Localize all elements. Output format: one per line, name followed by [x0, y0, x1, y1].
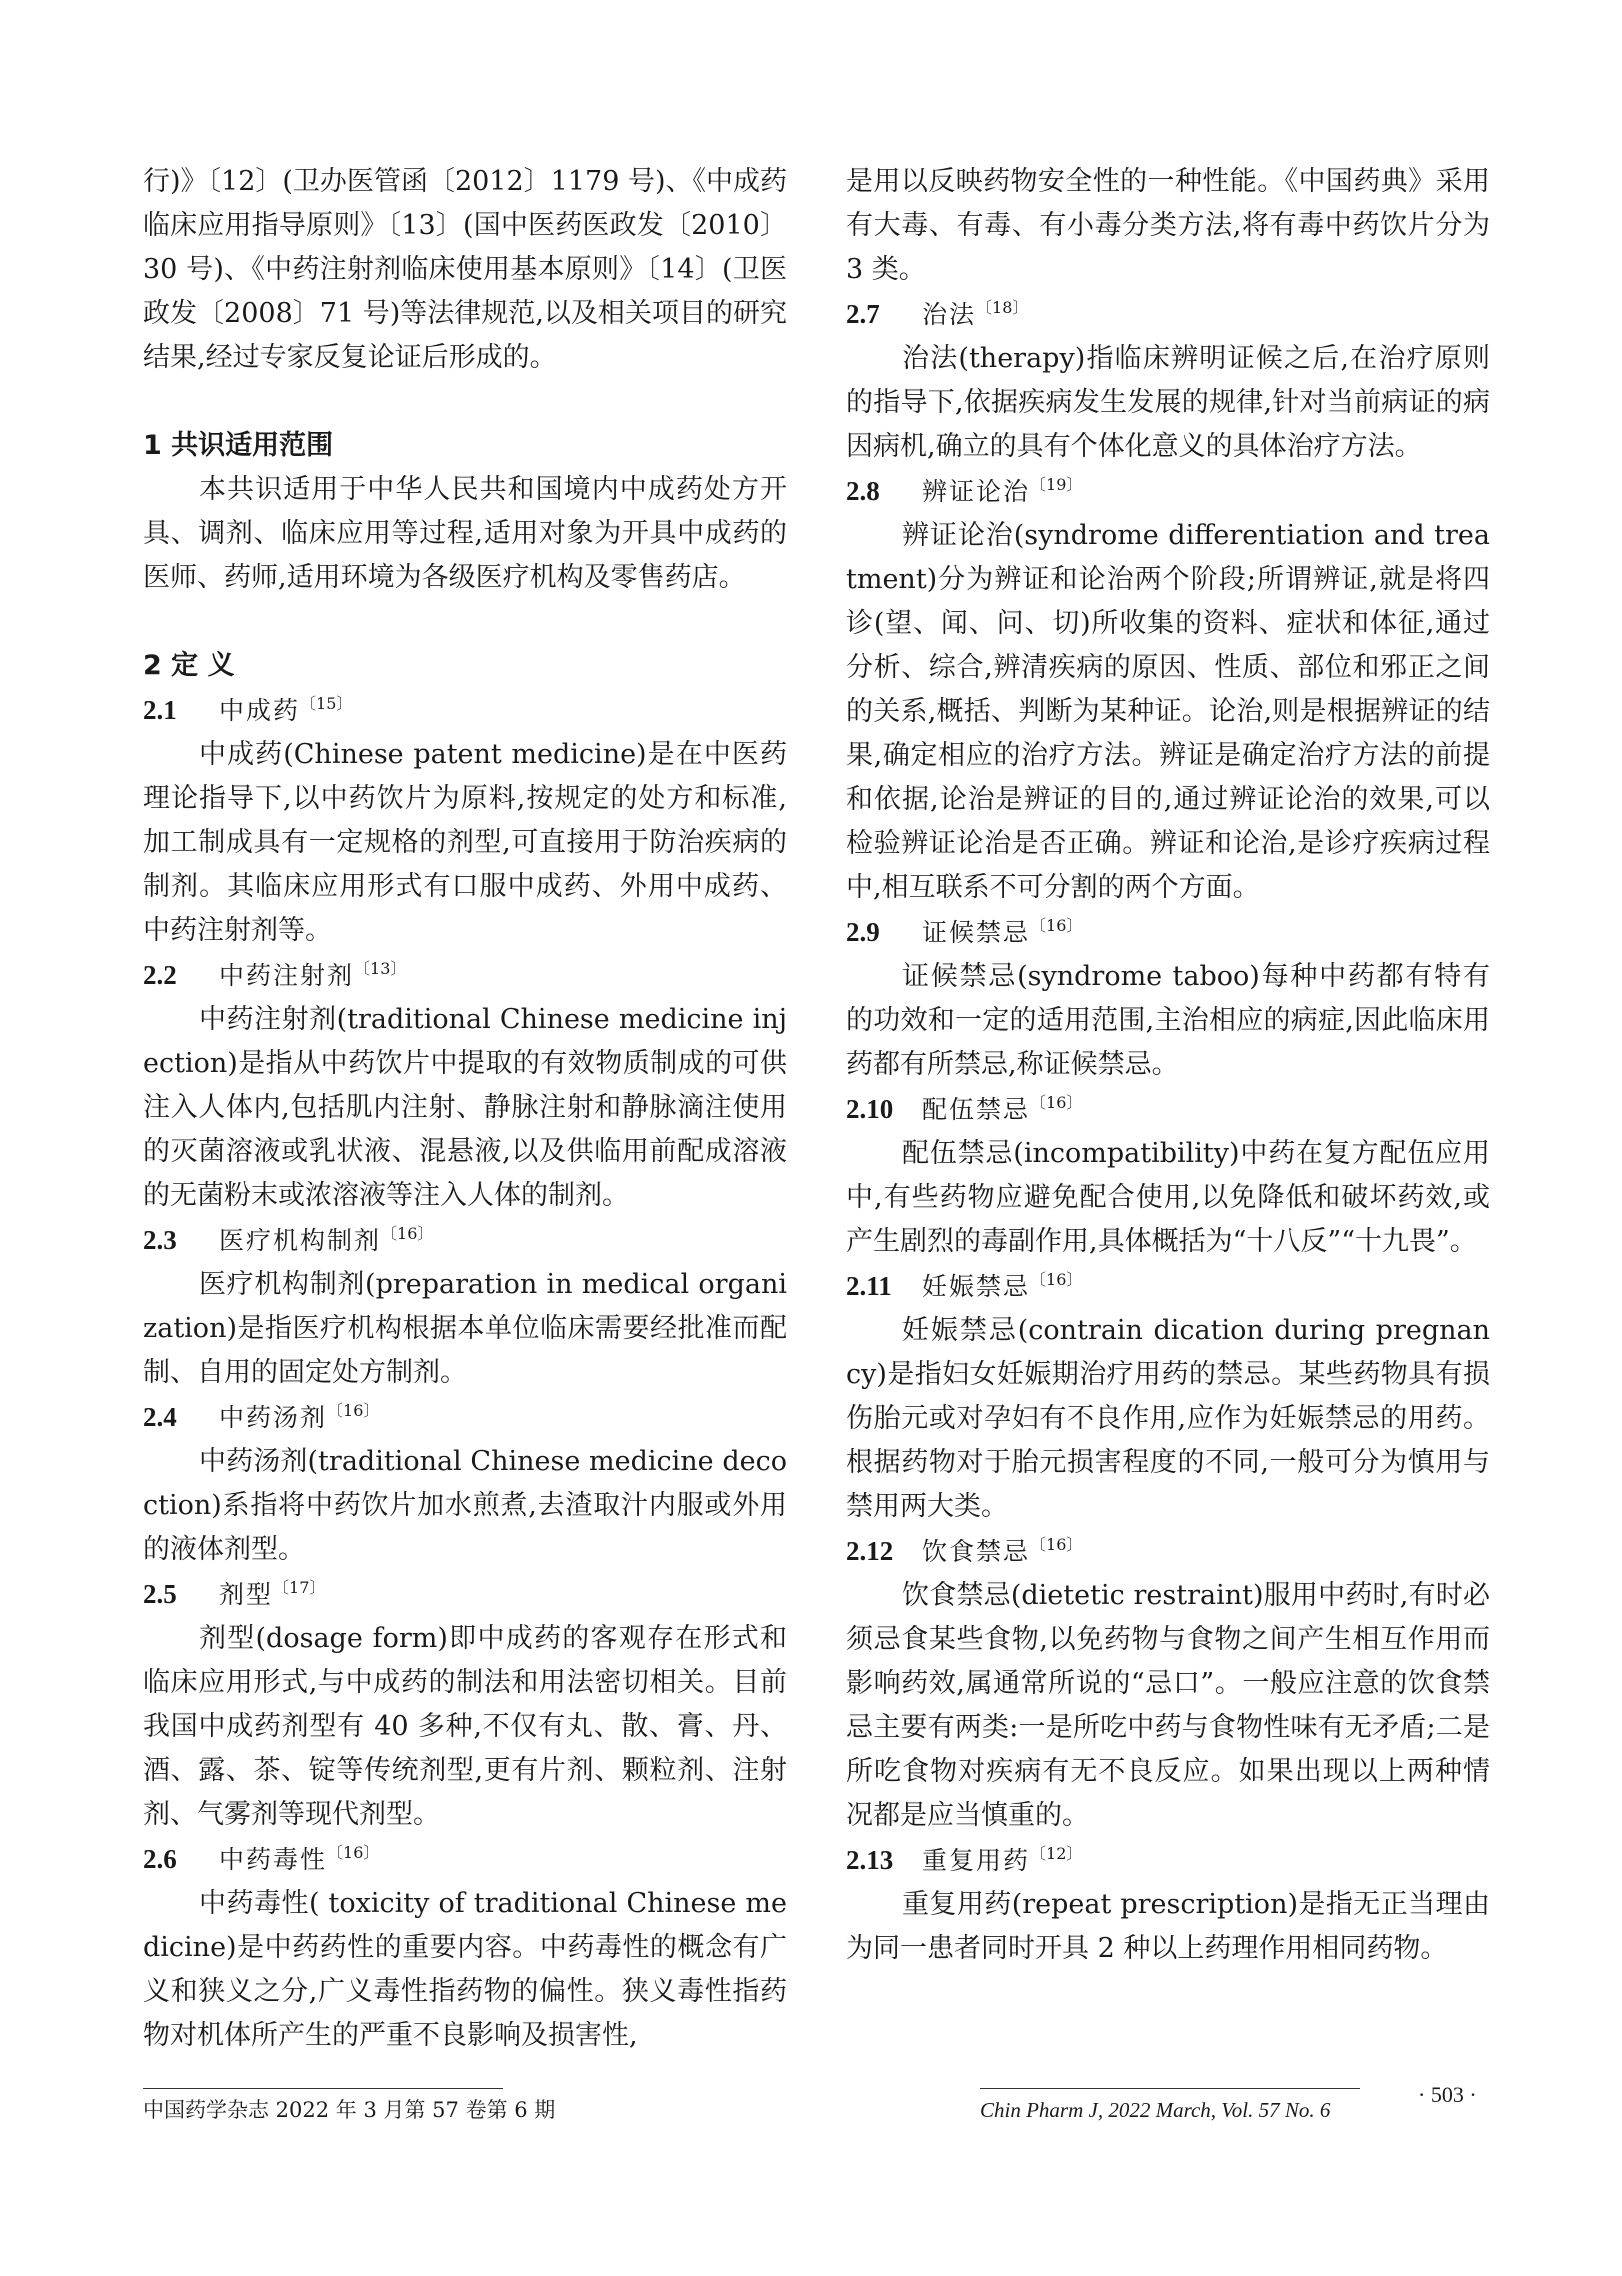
citation-ref: 〔12〕: [1030, 1844, 1083, 1863]
subsection-2-10-heading: [846, 1087, 1490, 1132]
subsection-title: 中药汤剂: [219, 1403, 328, 1432]
subsection-number: 2.2: [143, 960, 177, 990]
subsection-2-12-paragraph: 饮食禁忌(dietetic restraint)服用中药时,有时必须忌食某些食物,以免药物与食物之间产生相互作用而影响药效,属通常所说的“忌口”。一般应注意的饮食禁忌主要有两类:一是所吃中药与食物性味有无矛盾;二是所吃食物对疾病有无不良反应。如果出现以上两种情况都是应当慎重的。: [846, 1580, 1490, 1831]
subsection-2-3-paragraph: 医疗机构制剂(preparation in medical organization)是指医疗机构根据本单位临床需要经批准而配制、自用的固定处方制剂。: [143, 1269, 787, 1388]
citation-ref: 〔17〕: [273, 1578, 326, 1597]
section-1-paragraph: 本共识适用于中华人民共和国境内中成药处方开具、调剂、临床应用等过程,适用对象为开具中成药的医师、药师,适用环境为各级医疗机构及零售药店。: [143, 474, 787, 593]
citation-ref: 〔18〕: [976, 298, 1029, 317]
subsection-title: 中药毒性: [219, 1845, 328, 1874]
citation-ref: 〔16〕: [1030, 1270, 1083, 1289]
subsection-title: 中药注射剂: [219, 961, 355, 990]
subsection-2-5-paragraph: 剂型(dosage form)即中成药的客观存在形式和临床应用形式,与中成药的制法和用法密切相关。目前我国中成药剂型有 40 多种,不仅有丸、散、膏、丹、酒、露、茶、锭等传统剂型,更有片剂、颗粒剂、注射剂、气雾剂等现代剂型。: [143, 1623, 787, 1830]
citation-ref: 〔16〕: [1030, 1093, 1083, 1112]
subsection-number: 2.4: [143, 1402, 177, 1432]
subsection-2-4-paragraph: 中药汤剂(traditional Chinese medicine decoction)系指将中药饮片加水煎煮,去渣取汁内服或外用的液体剂型。: [143, 1446, 787, 1565]
subsection-title: 辨证论治: [922, 477, 1031, 506]
subsection-title: 重复用药: [922, 1846, 1031, 1875]
subsection-title: 治法: [922, 300, 977, 329]
subsection-number: 2.8: [846, 476, 880, 506]
subsection-number: 2.11: [846, 1271, 892, 1301]
footer-journal-en: Chin Pharm J, 2022 March, Vol. 57 No. 6: [980, 2098, 1331, 2122]
intro-paragraph: 行)》〔12〕(卫办医管函〔2012〕1179 号)、《中成药临床应用指导原则》〔13〕(国中医药医政发〔2010〕30 号)、《中药注射剂临床使用基本原则》〔14〕(卫医政发〔2008〕71 号)等法律规范,以及相关项目的研究结果,经过专家反复论证后形成的。: [143, 166, 787, 373]
subsection-number: 2.7: [846, 299, 880, 329]
footer-rule-left: [143, 2088, 503, 2089]
subsection-number: 2.12: [846, 1536, 894, 1566]
subsection-number: 2.13: [846, 1845, 894, 1875]
subsection-2-13-paragraph: 重复用药(repeat prescription)是指无正当理由为同一患者同时开具 2 种以上药理作用相同药物。: [846, 1889, 1490, 1964]
subsection-2-6-heading: [143, 1837, 787, 1882]
subsection-title: 妊娠禁忌: [922, 1272, 1031, 1301]
subsection-title: 证候禁忌: [922, 918, 1031, 947]
subsection-2-11-heading: [846, 1264, 1490, 1309]
subsection-2-10-paragraph: 配伍禁忌(incompatibility)中药在复方配伍应用中,有些药物应避免配合使用,以免降低和破坏药效,或产生剧烈的毒副作用,具体概括为“十八反”“十九畏”。: [846, 1138, 1490, 1257]
footer-journal-cn: 中国药学杂志 2022 年 3 月第 57 卷第 6 期: [143, 2098, 556, 2122]
subsection-2-8-paragraph: 辨证论治(syndrome differentiation and treatment)分为辨证和论治两个阶段;所谓辨证,就是将四诊(望、闻、问、切)所收集的资料、症状和体征,通过分析、综合,辨清疾病的原因、性质、部位和邪正之间的关系,概括、判断为某种证。论治,则是根据辨证的结果,确定相应的治疗方法。辨证是确定治疗方法的前提和依据,论治是辨证的目的,通过辨证论治的效果,可以检验辨证论治是否正确。辨证和论治,是诊疗疾病过程中,相互联系不可分割的两个方面。: [846, 520, 1490, 903]
section-2-heading: 2 定 义: [143, 650, 235, 681]
citation-ref: 〔15〕: [300, 694, 353, 713]
subsection-2-11-paragraph: 妊娠禁忌(contrain dication during pregnancy)是指妇女妊娠期治疗用药的禁忌。某些药物具有损伤胎元或对孕妇有不良作用,应作为妊娠禁忌的用药。根据药物对于胎元损害程度的不同,一般可分为慎用与禁用两大类。: [846, 1315, 1490, 1522]
subsection-2-9-heading: [846, 910, 1490, 955]
subsection-title: 医疗机构制剂: [219, 1226, 382, 1255]
page-number: · 503 ·: [1418, 2082, 1477, 2107]
section-1-heading: 1 共识适用范围: [143, 430, 334, 461]
subsection-2-1-heading: [143, 688, 787, 733]
subsection-title: 剂型: [219, 1580, 274, 1609]
subsection-number: 2.5: [143, 1579, 177, 1609]
subsection-2-13-heading: [846, 1838, 1490, 1883]
subsection-2-9-paragraph: 证候禁忌(syndrome taboo)每种中药都有特有的功效和一定的适用范围,主治相应的病症,因此临床用药都有所禁忌,称证候禁忌。: [846, 961, 1490, 1080]
subsection-2-7-heading: [846, 292, 1490, 337]
left-column: [143, 160, 787, 2058]
subsection-2-12-heading: [846, 1529, 1490, 1574]
subsection-2-4-heading: [143, 1395, 787, 1440]
subsection-number: 2.1: [143, 695, 177, 725]
subsection-title: 配伍禁忌: [922, 1095, 1031, 1124]
subsection-2-5-heading: [143, 1572, 787, 1617]
subsection-2-1-paragraph: 中成药(Chinese patent medicine)是在中医药理论指导下,以中药饮片为原料,按规定的处方和标准,加工制成具有一定规格的剂型,可直接用于防治疾病的制剂。其临床应用形式有口服中成药、外用中成药、中药注射剂等。: [143, 739, 787, 946]
subsection-2-6-paragraph: 中药毒性( toxicity of traditional Chinese medicine)是中药药性的重要内容。中药毒性的概念有广义和狭义之分,广义毒性指药物的偏性。狭义毒性指药物对机体所产生的严重不良影响及损害性,: [143, 1888, 787, 2051]
citation-ref: 〔16〕: [327, 1843, 380, 1862]
subsection-number: 2.3: [143, 1225, 177, 1255]
subsection-title: 饮食禁忌: [922, 1537, 1031, 1566]
continued-paragraph: 是用以反映药物安全性的一种性能。《中国药典》采用有大毒、有毒、有小毒分类方法,将有毒中药饮片分为 3 类。: [846, 166, 1490, 285]
citation-ref: 〔19〕: [1030, 475, 1083, 494]
citation-ref: 〔16〕: [1030, 1535, 1083, 1554]
subsection-title: 中成药: [219, 696, 301, 725]
subsection-2-2-paragraph: 中药注射剂(traditional Chinese medicine injection)是指从中药饮片中提取的有效物质制成的可供注入人体内,包括肌内注射、静脉注射和静脉滴注使用的灭菌溶液或乳状液、混悬液,以及供临用前配成溶液的无菌粉末或浓溶液等注入人体的制剂。: [143, 1004, 787, 1211]
subsection-number: 2.10: [846, 1094, 894, 1124]
subsection-2-7-paragraph: 治法(therapy)指临床辨明证候之后,在治疗原则的指导下,依据疾病发生发展的规律,针对当前病证的病因病机,确立的具有个体化意义的具体治疗方法。: [846, 343, 1490, 462]
citation-ref: 〔16〕: [381, 1224, 434, 1243]
subsection-2-2-heading: [143, 953, 787, 998]
subsection-number: 2.6: [143, 1844, 177, 1874]
right-column: [846, 160, 1490, 1971]
footer-rule-right: [980, 2088, 1360, 2089]
citation-ref: 〔16〕: [1030, 916, 1083, 935]
citation-ref: 〔16〕: [327, 1401, 380, 1420]
subsection-2-8-heading: [846, 469, 1490, 514]
citation-ref: 〔13〕: [354, 959, 407, 978]
subsection-2-3-heading: [143, 1218, 787, 1263]
subsection-number: 2.9: [846, 917, 880, 947]
